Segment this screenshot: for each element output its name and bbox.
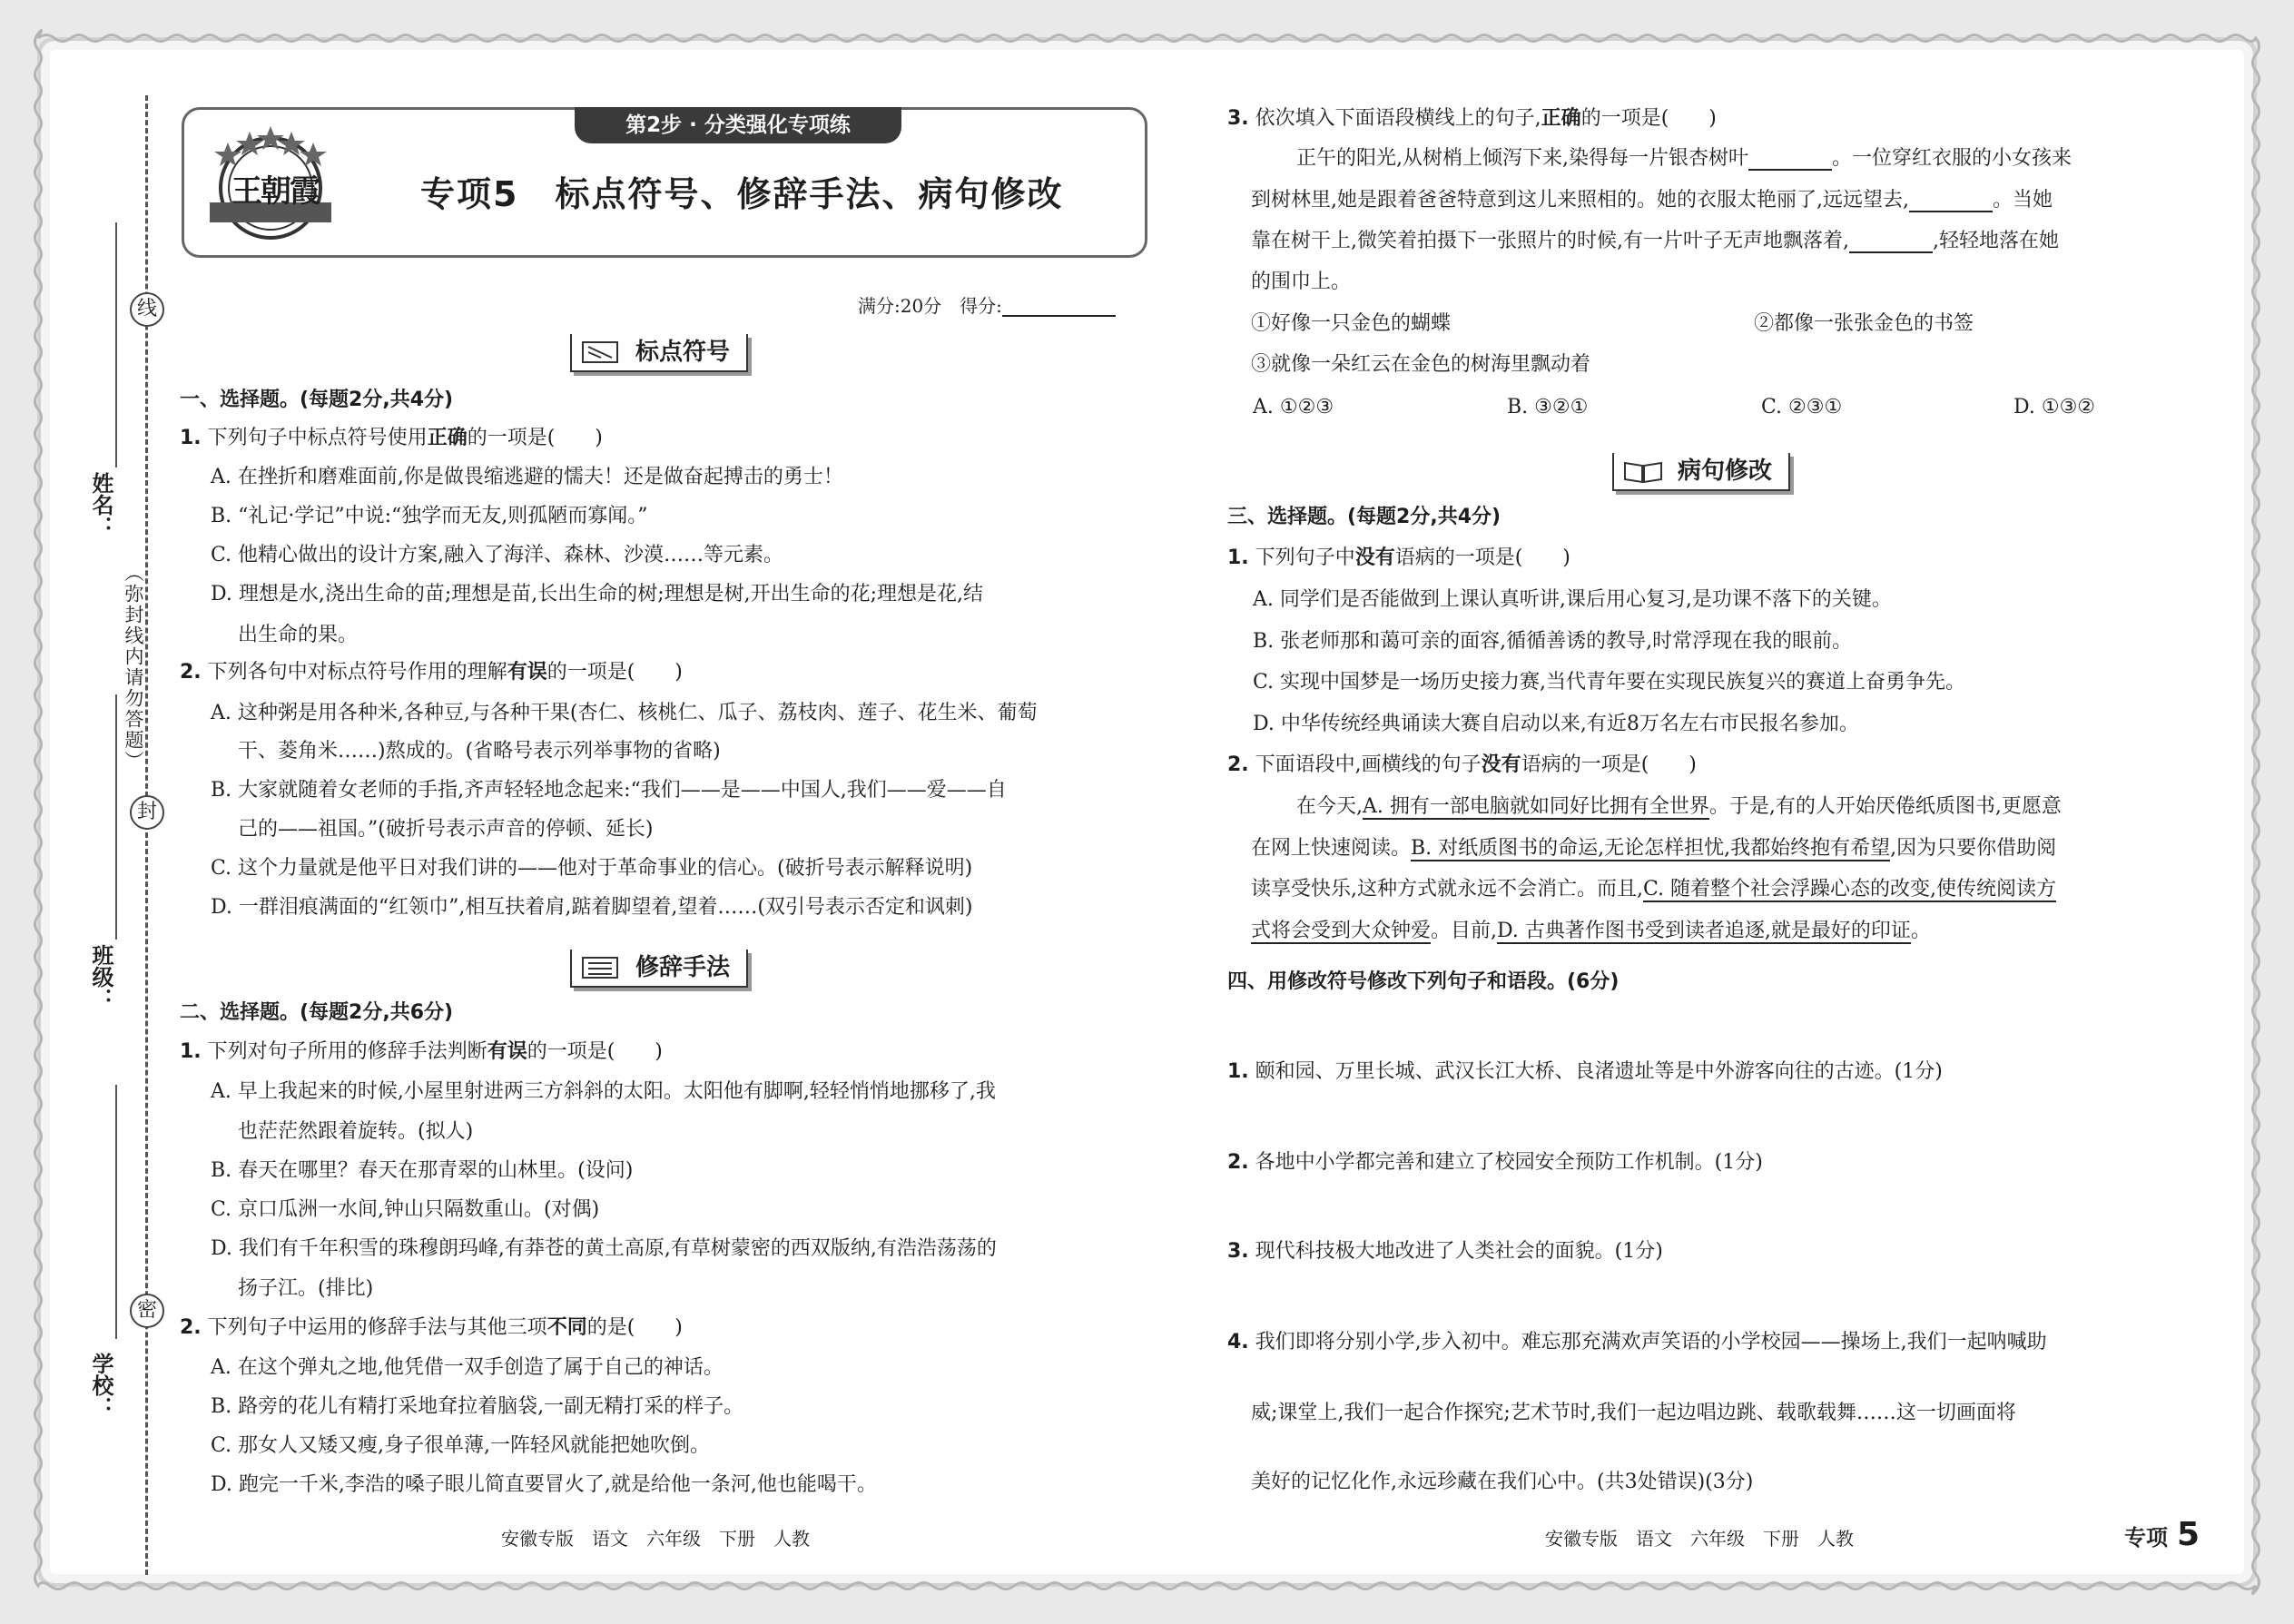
rq3-option-c[interactable]: C. ②③① <box>1761 396 1843 418</box>
page-header <box>182 107 1147 258</box>
q4-option-d[interactable]: D. 跑完一千米,李浩的嗓子眼儿简直要冒火了,就是给他一条河,他也能喝干。 <box>211 1473 877 1496</box>
class-label: 班级： <box>88 944 113 1009</box>
q3-option-c[interactable]: C. 京口瓜洲一水间,钟山只隔数重山。(对偶) <box>211 1198 600 1221</box>
score-line: 满分:20分 得分: <box>858 293 1116 317</box>
book-icon <box>581 955 621 980</box>
q3-stem: 1. 下列对句子所用的修辞手法判断有误的一项是( ) <box>180 1040 663 1063</box>
rq3-stem: 3. 依次填入下面语段横线上的句子,正确的一项是( ) <box>1227 107 1717 130</box>
rq3-option-b[interactable]: B. ③②① <box>1507 396 1589 418</box>
rq3-blank-1[interactable] <box>1748 147 1832 171</box>
part3-heading: 三、选择题。(每题2分,共4分) <box>1227 506 1501 528</box>
rb2-passage-3: 读享受快乐,这种方式就永远不会消亡。而且,C. 随着整个社会浮躁心态的改变,使传统阅读方 <box>1251 878 2057 901</box>
name-label: 姓名： <box>88 472 113 537</box>
rm2[interactable]: 2. 各地中小学都完善和建立了校园安全预防工作机制。(1分) <box>1227 1151 1763 1174</box>
section-sentence-correction: 病句修改 <box>1612 453 1790 491</box>
q3-option-a[interactable]: A. 早上我起来的时候,小屋里射进两三方斜斜的太阳。太阳他有脚啊,轻轻悄悄地挪移了,我 <box>211 1080 996 1103</box>
rq3-passage-4: 的围巾上。 <box>1251 271 1352 293</box>
rq3-choice-3: ③就像一朵红云在金色的树海里飘动着 <box>1251 353 1591 376</box>
page-number: 专项 5 <box>2124 1516 2200 1553</box>
right-footer: 安徽专版 语文 六年级 下册 人教 <box>1545 1528 1854 1550</box>
rb2-passage-1: 在今天,A. 拥有一部电脑就如同好比拥有全世界。于是,有的人开始厌倦纸质图书,更愿意 <box>1296 795 2062 818</box>
school-label: 学校： <box>88 1353 113 1418</box>
page-title: 专项5 标点符号、修辞手法、病句修改 <box>420 174 1064 214</box>
rb2-underlined-c-cont[interactable]: 式将会受到大众钟爱 <box>1251 920 1432 942</box>
rb1-option-a[interactable]: A. 同学们是否能做到上课认真听讲,课后用心复习,是功课不落下的关键。 <box>1253 588 1892 611</box>
q2-option-b[interactable]: B. 大家就随着女老师的手指,齐声轻轻地念起来:“我们——是——中国人,我们——爱——自 <box>211 779 1007 802</box>
q2-option-b-cont: 己的——祖国。”(破折号表示声音的停顿、延长) <box>238 818 654 841</box>
step-banner: 第2步 · 分类强化专项练 <box>575 107 901 143</box>
notebook-icon <box>581 340 621 365</box>
rm4[interactable]: 4. 我们即将分别小学,步入初中。难忘那充满欢声笑语的小学校园——操场上,我们一起呐喊助 <box>1227 1331 2047 1353</box>
rb1-option-d[interactable]: D. 中华传统经典诵读大赛自启动以来,有近8万名左右市民报名参加。 <box>1253 713 1859 735</box>
rb2-passage-2: 在网上快速阅读。B. 对纸质图书的命运,无论怎样担忧,我都始终抱有希望,因为只要你借助阅 <box>1251 837 2057 860</box>
binding-mark-mi: 密 <box>130 1294 164 1328</box>
q1-option-b[interactable]: B. “礼记·学记”中说:“独学而无友,则孤陋而寡闻。” <box>211 505 648 527</box>
rq3-passage-2: 到树林里,她是跟着爸爸特意到这儿来照相的。她的衣服太艳丽了,远远望去, 。当她 <box>1251 189 2053 212</box>
section-rhetoric: 修辞手法 <box>570 950 748 988</box>
q3-option-a-cont: 也茫茫然跟着旋转。(拟人) <box>238 1120 474 1143</box>
rm4-cont-2: 美好的记忆化作,永远珍藏在我们心中。(共3处错误)(3分) <box>1251 1471 1754 1493</box>
q2-option-a[interactable]: A. 这种粥是用各种米,各种豆,与各种干果(杏仁、核桃仁、瓜子、荔枝肉、莲子、花生米、葡萄 <box>211 702 1038 724</box>
rq3-blank-3[interactable] <box>1849 230 1933 253</box>
rb2-underlined-c[interactable]: C. 随着整个社会浮躁心态的改变,使传统阅读方 <box>1643 878 2057 901</box>
rq3-passage-1: 正午的阳光,从树梢上倾泻下来,染得每一片银杏树叶 。一位穿红衣服的小女孩来 <box>1296 147 2072 170</box>
part1-heading: 一、选择题。(每题2分,共4分) <box>180 389 454 411</box>
rb1-option-c[interactable]: C. 实现中国梦是一场历史接力赛,当代青年要在实现民族复兴的赛道上奋勇争先。 <box>1253 671 1966 694</box>
rq3-passage-3: 靠在树干上,微笑着拍摄下一张照片的时候,有一片叶子无声地飘落着, ,轻轻地落在她 <box>1251 230 2059 252</box>
q1-option-d-cont: 出生命的果。 <box>238 624 359 646</box>
q2-stem: 2. 下列各句中对标点符号作用的理解有误的一项是( ) <box>180 661 683 684</box>
q4-stem: 2. 下列句子中运用的修辞手法与其他三项不同的是( ) <box>180 1316 683 1339</box>
rb1-option-b[interactable]: B. 张老师那和蔼可亲的面容,循循善诱的教导,时常浮现在我的眼前。 <box>1253 630 1853 653</box>
rm4-cont-1: 威;课堂上,我们一起合作探究;艺术节时,我们一起边唱边跳、载歌载舞……这一切画面将 <box>1251 1402 2016 1424</box>
rq3-option-a[interactable]: A. ①②③ <box>1253 396 1334 418</box>
q1-option-c[interactable]: C. 他精心做出的设计方案,融入了海洋、森林、沙漠……等元素。 <box>211 544 784 566</box>
q4-option-c[interactable]: C. 那女人又矮又瘦,身子很单薄,一阵轻风就能把她吹倒。 <box>211 1434 711 1457</box>
rb2-underlined-a[interactable]: A. 拥有一部电脑就如同好比拥有全世界 <box>1363 795 1709 818</box>
q4-option-b[interactable]: B. 路旁的花儿有精打采地耷拉着脑袋,一副无精打采的样子。 <box>211 1395 744 1418</box>
open-book-icon <box>1623 458 1663 484</box>
q3-option-b[interactable]: B. 春天在哪里？春天在那青翠的山林里。(设问) <box>211 1159 634 1182</box>
rb2-underlined-d[interactable]: D. 古典著作图书受到读者追逐,就是最好的印证 <box>1497 920 1911 942</box>
q2-option-d[interactable]: D. 一群泪痕满面的“红领巾”,相互扶着肩,踮着脚望着,望着……(双引号表示否定和讽刺) <box>211 896 973 919</box>
name-field-line[interactable] <box>115 222 117 468</box>
school-field-line[interactable] <box>115 1085 117 1339</box>
q1-option-a[interactable]: A. 在挫折和磨难面前,你是做畏缩逃避的懦夫！还是做奋起搏击的勇士！ <box>211 466 843 488</box>
q3-option-d[interactable]: D. 我们有千年积雪的珠穆朗玛峰,有莽苍的黄土高原,有草树蒙密的西双版纳,有浩浩荡荡的 <box>211 1237 997 1260</box>
binding-mark-feng: 封 <box>130 795 164 830</box>
part4-heading: 四、用修改符号修改下列句子和语段。(6分) <box>1227 970 1620 993</box>
q1-option-d[interactable]: D. 理想是水,浇出生命的苗;理想是苗,长出生命的树;理想是树,开出生命的花;理想是花,结 <box>211 583 984 605</box>
q2-option-a-cont: 干、菱角米……)熬成的。(省略号表示列举事物的省略) <box>238 740 721 763</box>
rq3-choice-2: ②都像一张张金色的书签 <box>1754 312 1974 335</box>
rm1[interactable]: 1. 颐和园、万里长城、武汉长江大桥、良渚遗址等是中外游客向往的古迹。(1分) <box>1227 1060 1943 1083</box>
rq3-option-d[interactable]: D. ①③② <box>2013 396 2096 418</box>
rb2-underlined-b[interactable]: B. 对纸质图书的命运,无论怎样担忧,我都始终抱有希望 <box>1411 837 1891 860</box>
q4-option-a[interactable]: A. 在这个弹丸之地,他凭借一双手创造了属于自己的神话。 <box>211 1356 724 1379</box>
rb1-stem: 1. 下列句子中没有语病的一项是( ) <box>1227 546 1570 569</box>
binding-mark-xian: 线 <box>130 292 164 327</box>
q3-option-d-cont: 扬子江。(排比) <box>238 1277 374 1300</box>
q2-option-c[interactable]: C. 这个力量就是他平日对我们讲的——他对于革命事业的信心。(破折号表示解释说明) <box>211 857 973 880</box>
binding-note: （弥封线内请勿答题） <box>123 563 144 772</box>
logo-text: 王朝霞 <box>231 173 319 210</box>
rb2-passage-4: 式将会受到大众钟爱。目前,D. 古典著作图书受到读者追逐,就是最好的印证。 <box>1251 920 1931 942</box>
section-punctuation: 标点符号 <box>570 334 748 372</box>
rq3-choice-1: ①好像一只金色的蝴蝶 <box>1251 312 1452 335</box>
class-field-line[interactable] <box>115 694 117 940</box>
left-footer: 安徽专版 语文 六年级 下册 人教 <box>501 1528 810 1550</box>
score-blank[interactable] <box>1002 293 1116 317</box>
part2-heading: 二、选择题。(每题2分,共6分) <box>180 1001 454 1024</box>
rm3[interactable]: 3. 现代科技极大地改进了人类社会的面貌。(1分) <box>1227 1240 1663 1263</box>
q1-stem: 1. 下列句子中标点符号使用正确的一项是( ) <box>180 427 603 449</box>
rq3-blank-2[interactable] <box>1909 189 1993 212</box>
rb2-stem: 2. 下面语段中,画横线的句子没有语病的一项是( ) <box>1227 753 1697 776</box>
